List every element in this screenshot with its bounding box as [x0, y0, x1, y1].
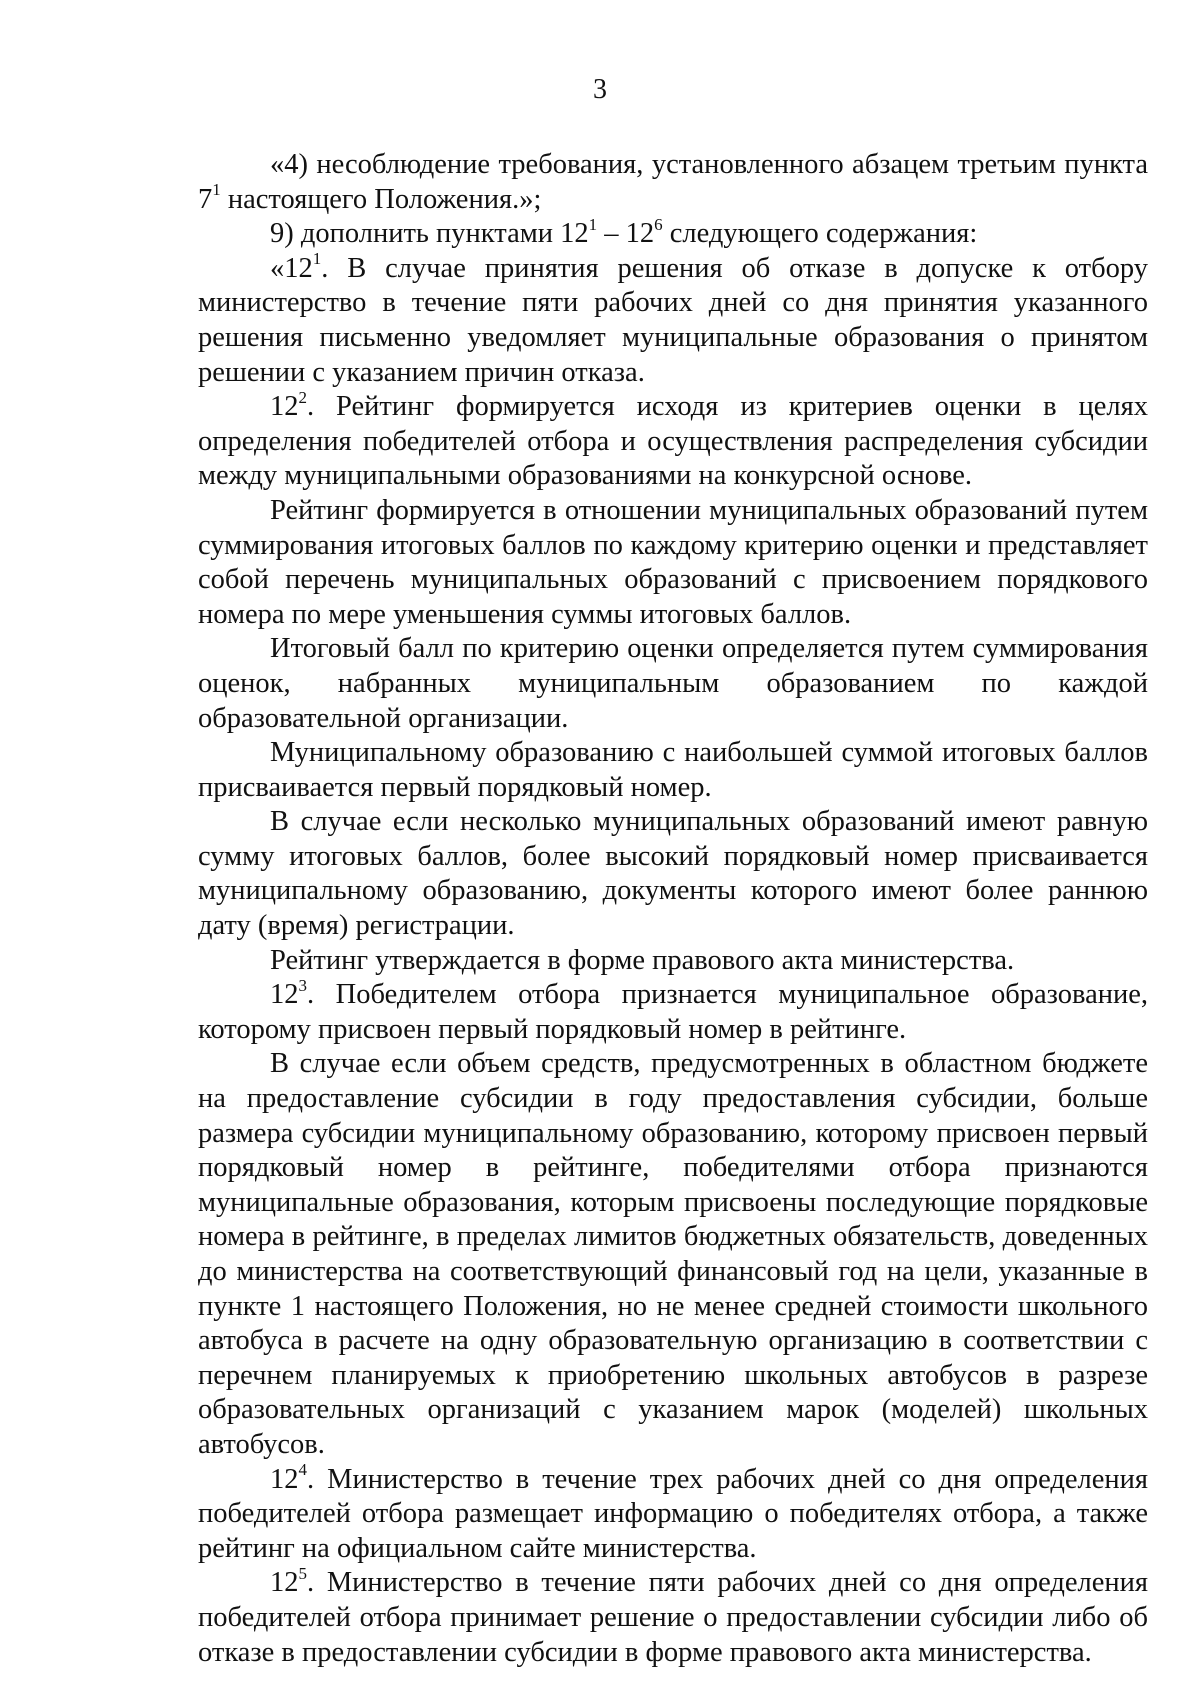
- paragraph: [198, 1563, 1148, 1670]
- paragraph: [198, 494, 1148, 632]
- paragraph: [198, 975, 1148, 1047]
- paragraph-text: Муниципальному образованию с наибольшей суммой итоговых баллов присваивается первый порядковый номер.: [198, 737, 1148, 803]
- paragraph-text: . В случае принятия решения об отказе в допуске к отбору министерство в течение пяти рабочих дней со дня принятия указанного решения письменно уведомляет муниципальные образования о принятом решении с указанием причин отказа.: [198, 252, 1148, 388]
- paragraph-text: 12: [270, 1463, 299, 1495]
- superscript-index: 1: [588, 214, 598, 234]
- paragraph: [198, 736, 1148, 805]
- superscript-index: 6: [654, 214, 663, 234]
- paragraph-text: 12: [270, 979, 299, 1011]
- paragraph: [198, 214, 1148, 252]
- superscript-index: 1: [312, 249, 322, 269]
- superscript-index: 5: [298, 1563, 307, 1583]
- paragraph-text: В случае если объем средств, предусмотренных в областном бюджете на предоставление субсидии в году предоставления субсидии, больше размера субсидии муниципальному образованию, которому присвоен первый порядковый номер в рейтинге, победителями отбора признаются муниципальные образования, которым присвоены последующие порядковые номера в рейтинге, в пределах лимитов бюджетных обязательств, доведенных до министерства на соответствующий финансовый год на цели, указанные в пункте 1 настоящего Положения, но не менее средней стоимости школьного автобуса в расчете на одну образовательную организацию в соответствии с перечнем планируемых к приобретению школьных автобусов в разрезе образовательных организаций с указанием марок (моделей) школьных автобусов.: [198, 1048, 1148, 1460]
- paragraph: [198, 805, 1148, 943]
- paragraph-text: . Министерство в течение трех рабочих дней со дня определения победителей отбора размещает информацию о победителях отбора, а также рейтинг на официальном сайте министерства.: [198, 1463, 1148, 1564]
- superscript-index: 1: [212, 180, 221, 200]
- paragraph-text: . Министерство в течение пяти рабочих дней со дня определения победителей отбора принимает решение о предоставлении субсидии либо об отказе в предоставлении субсидии в форме правового акта министерства.: [198, 1567, 1148, 1668]
- document-body: [198, 148, 1148, 1670]
- paragraph-text: – 12: [597, 218, 655, 250]
- paragraph: [198, 249, 1148, 390]
- paragraph-text: Итоговый балл по критерию оценки определяется путем суммирования оценок, набранных муниципальным образованием по каждой образовательной организации.: [198, 633, 1148, 734]
- superscript-index: 4: [298, 1460, 307, 1480]
- paragraph: [198, 387, 1148, 494]
- page-number: 3: [593, 74, 607, 105]
- paragraph-text: 12: [270, 1567, 299, 1599]
- paragraph-text: 9) дополнить пунктами 12: [270, 218, 589, 250]
- paragraph-text: В случае если несколько муниципальных образований имеют равную сумму итоговых баллов, более высокий порядковый номер присваивается муниципальному образованию, документы которого имеют более раннюю дату (время) регистрации.: [198, 806, 1148, 942]
- paragraph: [198, 1460, 1148, 1567]
- paragraph-text: Рейтинг формируется в отношении муниципальных образований путем суммирования итоговых баллов по каждому критерию оценки и представляет собой перечень муниципальных образований с присвоением порядкового номера по мере уменьшения суммы итоговых баллов.: [198, 494, 1148, 630]
- paragraph-text: . Победителем отбора признается муниципальное образование, которому присвоен первый порядковый номер в рейтинге.: [198, 979, 1148, 1045]
- paragraph-text: Рейтинг утверждается в форме правового акта министерства.: [270, 944, 1015, 976]
- paragraph-text: «12: [270, 252, 313, 284]
- paragraph-text: . Рейтинг формируется исходя из критериев оценки в целях определения победителей отбора и осуществления распределения субсидии между муниципальными образованиями на конкурсной основе.: [198, 391, 1148, 492]
- superscript-index: 2: [298, 387, 307, 407]
- paragraph-text: «4) несоблюдение требования, установленного абзацем третьим пункта 7: [198, 149, 1148, 215]
- paragraph: [198, 944, 1148, 979]
- paragraph-text: настоящего Положения.»;: [220, 183, 542, 215]
- paragraph-text: следующего содержания:: [662, 218, 978, 250]
- superscript-index: 3: [298, 975, 307, 995]
- paragraph: [198, 148, 1148, 217]
- paragraph-text: 12: [270, 391, 299, 423]
- paragraph: [198, 632, 1148, 736]
- paragraph: [198, 1047, 1148, 1462]
